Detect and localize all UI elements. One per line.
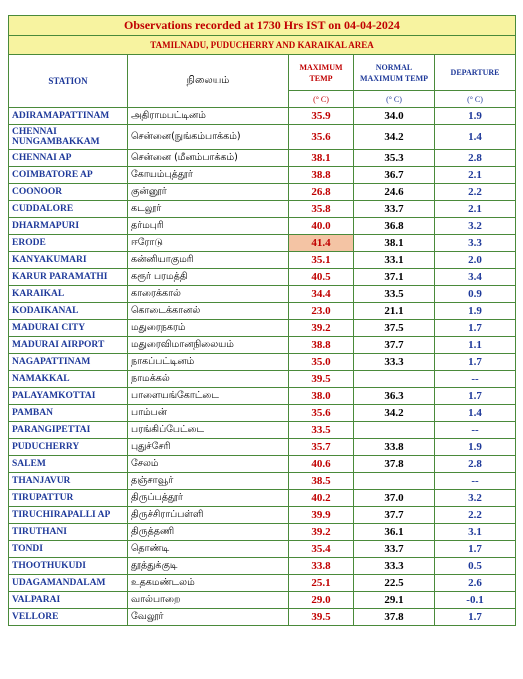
max-temp-value: 40.5 xyxy=(289,269,354,286)
normal-temp-unit: (° C) xyxy=(354,91,435,108)
max-temp-value: 35.9 xyxy=(289,108,354,125)
table-row xyxy=(9,609,516,626)
normal-max-temp-value: 34.2 xyxy=(354,405,435,422)
station-tamil-name: பாம்பன் xyxy=(128,405,289,422)
max-temp-value: 39.5 xyxy=(289,371,354,388)
departure-value: 2.2 xyxy=(435,184,516,201)
table-row xyxy=(9,201,516,218)
normal-max-temp-value: 36.8 xyxy=(354,218,435,235)
station-name: SALEM xyxy=(9,456,128,473)
table-row xyxy=(9,490,516,507)
table-row xyxy=(9,337,516,354)
station-name: PALAYAMKOTTAI xyxy=(9,388,128,405)
table-row xyxy=(9,150,516,167)
station-tamil-name: திருத்தணி xyxy=(128,524,289,541)
max-temp-value: 35.6 xyxy=(289,125,354,150)
station-tamil-name: கரூர் பரமத்தி xyxy=(128,269,289,286)
max-temp-value: 33.8 xyxy=(289,558,354,575)
max-temp-value: 35.7 xyxy=(289,439,354,456)
station-tamil-name: ஈரோடு xyxy=(128,235,289,252)
departure-value: 0.5 xyxy=(435,558,516,575)
departure-unit: (° C) xyxy=(435,91,516,108)
departure-value: 1.7 xyxy=(435,609,516,626)
station-name: TONDI xyxy=(9,541,128,558)
normal-max-temp-value: 35.3 xyxy=(354,150,435,167)
normal-max-temp-value: 38.1 xyxy=(354,235,435,252)
area-heading: TAMILNADU, PUDUCHERRY AND KARAIKAL AREA xyxy=(9,36,516,55)
table-row xyxy=(9,507,516,524)
max-temp-value: 41.4 xyxy=(289,235,354,252)
departure-value: 2.1 xyxy=(435,201,516,218)
normal-max-temp-value: 21.1 xyxy=(354,303,435,320)
departure-value: -- xyxy=(435,371,516,388)
max-temp-value: 40.0 xyxy=(289,218,354,235)
station-tamil-name: பாளையங்கோட்டை xyxy=(128,388,289,405)
max-temp-value: 33.5 xyxy=(289,422,354,439)
table-row xyxy=(9,286,516,303)
station-tamil-name: அதிராமபட்டினம் xyxy=(128,108,289,125)
departure-value: 1.7 xyxy=(435,320,516,337)
station-column-header: STATION xyxy=(9,55,128,108)
normal-max-temp-value: 37.1 xyxy=(354,269,435,286)
table-row xyxy=(9,320,516,337)
max-temp-value: 35.1 xyxy=(289,252,354,269)
station-tamil-name: வேலூர் xyxy=(128,609,289,626)
table-row xyxy=(9,575,516,592)
departure-value: 3.4 xyxy=(435,269,516,286)
station-tamil-name: சேலம் xyxy=(128,456,289,473)
max-temp-value: 40.2 xyxy=(289,490,354,507)
normal-max-temp-value: 33.3 xyxy=(354,558,435,575)
normal-max-temp-column-header: NORMAL MAXIMUM TEMP xyxy=(354,55,435,91)
normal-max-temp-value: 34.0 xyxy=(354,108,435,125)
table-row xyxy=(9,252,516,269)
station-tamil-name: சென்னை (மீனம்பாக்கம்) xyxy=(128,150,289,167)
departure-column-header: DEPARTURE xyxy=(435,55,516,91)
max-temp-unit: (° C) xyxy=(289,91,354,108)
station-tamil-name: திருச்சிராப்பள்ளி xyxy=(128,507,289,524)
max-temp-value: 39.5 xyxy=(289,609,354,626)
normal-max-temp-value: 33.1 xyxy=(354,252,435,269)
normal-max-temp-value: 37.7 xyxy=(354,337,435,354)
station-tamil-name: கோயம்புத்தூர் xyxy=(128,167,289,184)
table-row xyxy=(9,269,516,286)
table-row xyxy=(9,592,516,609)
max-temp-value: 38.8 xyxy=(289,167,354,184)
max-temp-value: 34.4 xyxy=(289,286,354,303)
max-temp-value: 23.0 xyxy=(289,303,354,320)
departure-value: 3.2 xyxy=(435,218,516,235)
observations-sheet xyxy=(8,15,515,626)
departure-value: 3.1 xyxy=(435,524,516,541)
normal-max-temp-value: 37.8 xyxy=(354,609,435,626)
table-row xyxy=(9,125,516,150)
normal-max-temp-value: 33.5 xyxy=(354,286,435,303)
departure-value: 2.0 xyxy=(435,252,516,269)
station-name: THOOTHUKUDI xyxy=(9,558,128,575)
station-tamil-name: தர்மபுரி xyxy=(128,218,289,235)
table-row xyxy=(9,456,516,473)
station-name: KODAIKANAL xyxy=(9,303,128,320)
departure-value: 3.2 xyxy=(435,490,516,507)
station-name: VALPARAI xyxy=(9,592,128,609)
normal-max-temp-value: 36.7 xyxy=(354,167,435,184)
table-row xyxy=(9,303,516,320)
station-tamil-name: தொண்டி xyxy=(128,541,289,558)
station-name: NAMAKKAL xyxy=(9,371,128,388)
departure-value: 1.9 xyxy=(435,439,516,456)
table-row xyxy=(9,184,516,201)
normal-max-temp-value: 36.1 xyxy=(354,524,435,541)
table-row xyxy=(9,388,516,405)
max-temp-value: 38.8 xyxy=(289,337,354,354)
max-temp-value: 35.0 xyxy=(289,354,354,371)
station-name: MADURAI AIRPORT xyxy=(9,337,128,354)
station-name: KARUR PARAMATHI xyxy=(9,269,128,286)
station-tamil-name: தூத்துக்குடி xyxy=(128,558,289,575)
departure-value: -- xyxy=(435,422,516,439)
normal-max-temp-value: 33.7 xyxy=(354,541,435,558)
departure-value: -0.1 xyxy=(435,592,516,609)
departure-value: 2.2 xyxy=(435,507,516,524)
station-name: TIRUPATTUR xyxy=(9,490,128,507)
departure-value: 1.7 xyxy=(435,354,516,371)
max-temp-column-header: MAXIMUM TEMP xyxy=(289,55,354,91)
station-tamil-name: வால்பாறை xyxy=(128,592,289,609)
station-name: KARAIKAL xyxy=(9,286,128,303)
normal-max-temp-value xyxy=(354,473,435,490)
normal-max-temp-value: 22.5 xyxy=(354,575,435,592)
station-name: CHENNAI NUNGAMBAKKAM xyxy=(9,125,128,150)
table-row xyxy=(9,371,516,388)
station-tamil-name: மதுரைநகரம் xyxy=(128,320,289,337)
normal-max-temp-value: 33.8 xyxy=(354,439,435,456)
normal-max-temp-value: 33.3 xyxy=(354,354,435,371)
departure-value: 1.7 xyxy=(435,541,516,558)
table-row xyxy=(9,354,516,371)
station-tamil-name: கடலூர் xyxy=(128,201,289,218)
max-temp-value: 39.2 xyxy=(289,320,354,337)
table-row xyxy=(9,473,516,490)
table-row xyxy=(9,439,516,456)
station-name: CHENNAI AP xyxy=(9,150,128,167)
station-tamil-name: சென்னை(நுங்கம்பாக்கம்) xyxy=(128,125,289,150)
station-name: KANYAKUMARI xyxy=(9,252,128,269)
departure-value: 2.1 xyxy=(435,167,516,184)
normal-max-temp-value: 29.1 xyxy=(354,592,435,609)
station-tamil-name: காரைக்கால் xyxy=(128,286,289,303)
max-temp-value: 39.2 xyxy=(289,524,354,541)
max-temp-value: 39.9 xyxy=(289,507,354,524)
max-temp-value: 40.6 xyxy=(289,456,354,473)
departure-value: 1.4 xyxy=(435,125,516,150)
normal-max-temp-value: 33.7 xyxy=(354,201,435,218)
station-tamil-name: பரங்கிப்பேட்டை xyxy=(128,422,289,439)
departure-value: 1.9 xyxy=(435,303,516,320)
table-row xyxy=(9,558,516,575)
station-name: TIRUTHANI xyxy=(9,524,128,541)
normal-max-temp-value: 37.0 xyxy=(354,490,435,507)
station-tamil-name: மதுரைவிமானநிலையம் xyxy=(128,337,289,354)
normal-max-temp-value: 24.6 xyxy=(354,184,435,201)
max-temp-value: 38.5 xyxy=(289,473,354,490)
table-row xyxy=(9,167,516,184)
table-row xyxy=(9,541,516,558)
station-tamil-name: உதகமண்டலம் xyxy=(128,575,289,592)
normal-max-temp-value: 37.5 xyxy=(354,320,435,337)
station-tamil-name: திருப்பத்தூர் xyxy=(128,490,289,507)
departure-value: 2.6 xyxy=(435,575,516,592)
table-row xyxy=(9,235,516,252)
station-name: COONOOR xyxy=(9,184,128,201)
normal-max-temp-value: 37.7 xyxy=(354,507,435,524)
max-temp-value: 26.8 xyxy=(289,184,354,201)
departure-value: 1.9 xyxy=(435,108,516,125)
station-tamil-name: தஞ்சாவூர் xyxy=(128,473,289,490)
departure-value: 3.3 xyxy=(435,235,516,252)
station-name: UDAGAMANDALAM xyxy=(9,575,128,592)
station-name: CUDDALORE xyxy=(9,201,128,218)
station-tamil-name: புதுச்சேரி xyxy=(128,439,289,456)
table-row xyxy=(9,524,516,541)
max-temp-value: 38.0 xyxy=(289,388,354,405)
station-tamil-name: கன்னியாகுமரி xyxy=(128,252,289,269)
station-name: NAGAPATTINAM xyxy=(9,354,128,371)
table-row xyxy=(9,405,516,422)
station-name: PUDUCHERRY xyxy=(9,439,128,456)
max-temp-value: 38.1 xyxy=(289,150,354,167)
station-name: COIMBATORE AP xyxy=(9,167,128,184)
normal-max-temp-value: 37.8 xyxy=(354,456,435,473)
normal-max-temp-value xyxy=(354,371,435,388)
station-name: MADURAI CITY xyxy=(9,320,128,337)
station-name: TIRUCHIRAPALLI AP xyxy=(9,507,128,524)
normal-max-temp-value xyxy=(354,422,435,439)
departure-value: -- xyxy=(435,473,516,490)
table-row xyxy=(9,108,516,125)
departure-value: 2.8 xyxy=(435,456,516,473)
departure-value: 1.4 xyxy=(435,405,516,422)
station-name: PAMBAN xyxy=(9,405,128,422)
table-row xyxy=(9,422,516,439)
station-name: ERODE xyxy=(9,235,128,252)
departure-value: 1.1 xyxy=(435,337,516,354)
station-name: PARANGIPETTAI xyxy=(9,422,128,439)
station-tamil-name: நாகப்பட்டினம் xyxy=(128,354,289,371)
station-tamil-name: கொடைக்கானல் xyxy=(128,303,289,320)
table-row xyxy=(9,218,516,235)
station-name: DHARMAPURI xyxy=(9,218,128,235)
station-tamil-name: குன்னூர் xyxy=(128,184,289,201)
station-name: VELLORE xyxy=(9,609,128,626)
normal-max-temp-value: 36.3 xyxy=(354,388,435,405)
table-title: Observations recorded at 1730 Hrs IST on 04-04-2024 xyxy=(9,16,516,36)
station-tamil-name: நாமக்கல் xyxy=(128,371,289,388)
max-temp-value: 35.4 xyxy=(289,541,354,558)
departure-value: 1.7 xyxy=(435,388,516,405)
observations-table xyxy=(8,15,516,626)
max-temp-value: 25.1 xyxy=(289,575,354,592)
normal-max-temp-value: 34.2 xyxy=(354,125,435,150)
max-temp-value: 35.8 xyxy=(289,201,354,218)
max-temp-value: 35.6 xyxy=(289,405,354,422)
departure-value: 2.8 xyxy=(435,150,516,167)
max-temp-value: 29.0 xyxy=(289,592,354,609)
departure-value: 0.9 xyxy=(435,286,516,303)
tamil-name-column-header: நிலையம் xyxy=(128,55,289,108)
station-name: ADIRAMAPATTINAM xyxy=(9,108,128,125)
station-name: THANJAVUR xyxy=(9,473,128,490)
